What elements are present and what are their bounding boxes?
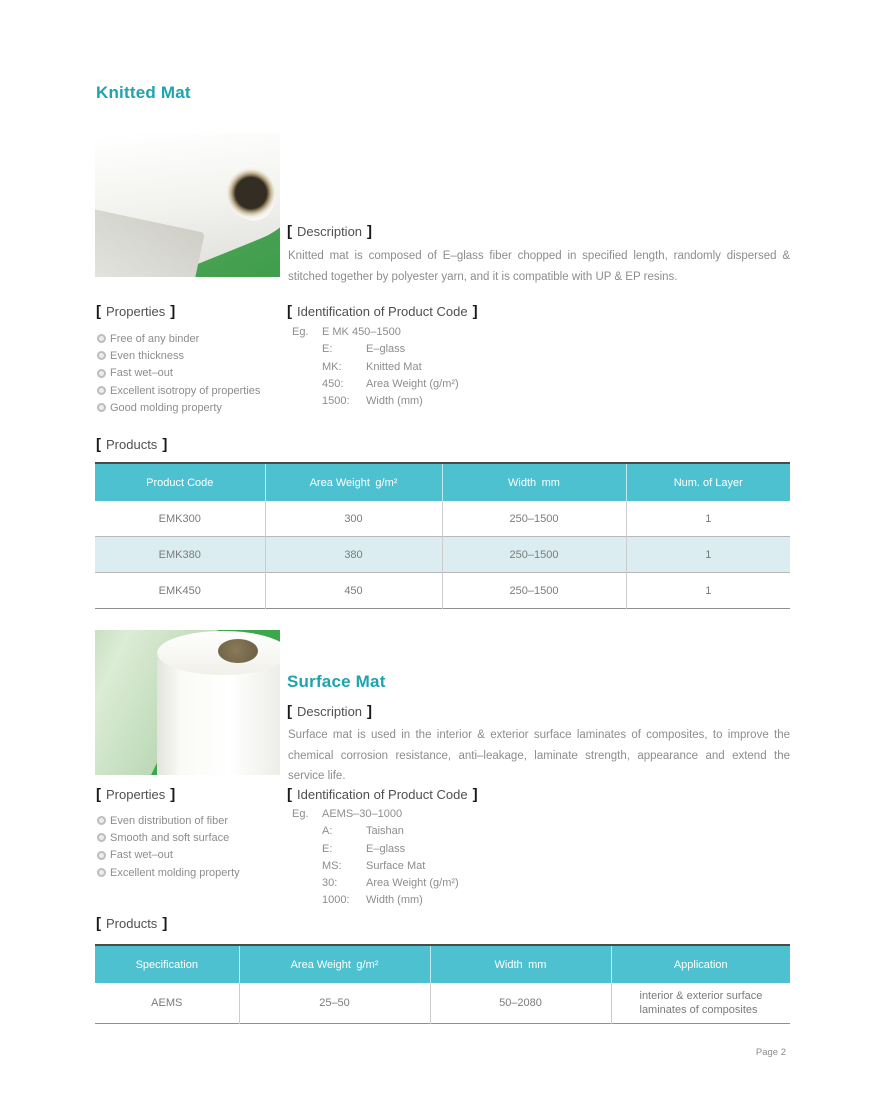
- table-header-cell: Width mm: [442, 463, 626, 501]
- code-value: Surface Mat: [366, 859, 426, 872]
- table-cell: 250–1500: [442, 573, 626, 609]
- table-cell: EMK450: [95, 573, 265, 609]
- code-key: 1000:: [322, 894, 350, 907]
- code-value: Knitted Mat: [366, 360, 422, 373]
- code-key: 450:: [322, 377, 344, 390]
- table-cell: 300: [265, 501, 442, 537]
- knitted-properties-heading: [96, 303, 175, 320]
- bullet-icon: [97, 851, 106, 860]
- property-item: [97, 382, 260, 399]
- surface-mat-title: Surface Mat: [287, 672, 386, 691]
- table-row: [95, 501, 790, 537]
- code-example: E MK 450–1500: [322, 326, 401, 338]
- bullet-icon: [97, 369, 106, 378]
- bracket-open: [: [96, 436, 101, 453]
- property-label: Even thickness: [110, 349, 184, 362]
- code-part-row: [292, 823, 459, 840]
- surface-properties-heading: [96, 786, 175, 803]
- code-value: E–glass: [366, 842, 406, 855]
- table-cell: 50–2080: [430, 983, 611, 1024]
- code-key: 1500:: [322, 395, 350, 408]
- bullet-icon: [97, 868, 106, 877]
- knitted-identification-block: [292, 324, 459, 410]
- bracket-open: [: [287, 303, 292, 320]
- property-label: Excellent isotropy of properties: [110, 384, 261, 397]
- table-cell: 1: [626, 573, 790, 609]
- bullet-icon: [97, 334, 106, 343]
- bullet-icon: [97, 403, 106, 412]
- knitted-mat-title: Knitted Mat: [96, 83, 191, 102]
- table-header-row: [95, 945, 790, 983]
- code-key: E:: [322, 842, 333, 855]
- table-header-row: [95, 463, 790, 501]
- property-item: [97, 347, 260, 364]
- heading-label: Properties: [106, 304, 166, 319]
- table-cell: 380: [265, 537, 442, 573]
- bracket-open: [: [96, 786, 101, 803]
- heading-label: Identification of Product Code: [297, 304, 468, 319]
- table-row: [95, 983, 790, 1024]
- eg-label: Eg.: [292, 808, 309, 820]
- roll-core-circle: [218, 639, 258, 663]
- table-cell: 25–50: [239, 983, 430, 1024]
- knitted-description-text: Knitted mat is composed of E–glass fiber chopped in specified length, randomly dispersed & stitched together by polyester yarn, and it is compatible with UP & EP resins.: [288, 250, 790, 283]
- code-value: E–glass: [366, 343, 406, 356]
- bracket-close: ]: [367, 703, 373, 720]
- table-header-cell: Specification: [95, 945, 239, 983]
- table-row: [95, 573, 790, 609]
- knitted-identification-heading: [287, 303, 478, 320]
- code-part-row: [292, 376, 459, 393]
- surface-products-table: [95, 944, 790, 1024]
- bracket-close: ]: [170, 303, 176, 320]
- bullet-icon: [97, 351, 106, 360]
- property-item: [97, 812, 240, 829]
- table-header-cell: Num. of Layer: [626, 463, 790, 501]
- table-header-cell: Area Weight g/m²: [239, 945, 430, 983]
- knitted-description-heading: [287, 223, 372, 240]
- table-cell: 1: [626, 537, 790, 573]
- heading-label: Products: [106, 916, 158, 931]
- code-value: Taishan: [366, 825, 404, 838]
- code-part-row: [292, 892, 459, 909]
- surface-description-heading: [287, 703, 372, 720]
- table-cell: 250–1500: [442, 537, 626, 573]
- bracket-open: [: [96, 915, 101, 932]
- bullet-icon: [97, 833, 106, 842]
- property-label: Fast wet–out: [110, 367, 173, 380]
- surface-products-heading: [96, 915, 167, 932]
- code-part-row: [292, 858, 459, 875]
- property-label: Good molding property: [110, 401, 222, 414]
- code-part-row: [292, 393, 459, 410]
- code-example: AEMS–30–1000: [322, 808, 403, 820]
- bracket-open: [: [287, 223, 292, 240]
- bracket-close: ]: [170, 786, 176, 803]
- bracket-close: ]: [472, 303, 478, 320]
- surface-description-text: Surface mat is used in the interior & exterior surface laminates of composites, to improve the chemical corrosion resistance, anti–leakage, laminate strength, appearance and extend the service life.: [288, 729, 790, 782]
- bracket-open: [: [287, 703, 292, 720]
- property-item: [97, 864, 240, 881]
- table-header-cell: Application: [611, 945, 790, 983]
- bracket-close: ]: [367, 223, 373, 240]
- knitted-products-heading: [96, 436, 167, 453]
- surface-identification-block: [292, 806, 459, 910]
- bracket-close: ]: [472, 786, 478, 803]
- bullet-icon: [97, 816, 106, 825]
- property-label: Even distribution of fiber: [110, 814, 229, 827]
- code-example-row: [292, 324, 459, 341]
- table-header-cell: Area Weight g/m²: [265, 463, 442, 501]
- property-label: Fast wet–out: [110, 849, 173, 862]
- surface-properties-list: [97, 812, 240, 881]
- code-key: MS:: [322, 859, 342, 872]
- table-header-cell: Width mm: [430, 945, 611, 983]
- bracket-close: ]: [162, 436, 168, 453]
- table-cell: 250–1500: [442, 501, 626, 537]
- table-cell: interior & exterior surface laminates of composites: [639, 990, 763, 1016]
- surface-identification-heading: [287, 786, 478, 803]
- heading-label: Identification of Product Code: [297, 787, 468, 802]
- table-row: [95, 537, 790, 573]
- eg-label: Eg.: [292, 326, 309, 338]
- table-cell: 1: [705, 512, 712, 525]
- code-value: Width (mm): [366, 395, 423, 408]
- table-cell: AEMS: [95, 983, 239, 1024]
- bracket-close: ]: [162, 915, 168, 932]
- code-value: Area Weight (g/m²): [366, 377, 459, 390]
- property-label: Excellent molding property: [110, 866, 240, 879]
- heading-label: Properties: [106, 787, 166, 802]
- table-header-cell: Product Code: [95, 463, 265, 501]
- code-part-row: [292, 341, 459, 358]
- table-cell: EMK380: [95, 537, 265, 573]
- code-key: E:: [322, 343, 333, 356]
- knitted-products-table: [95, 462, 790, 609]
- knitted-mat-photo: [95, 133, 280, 277]
- bracket-open: [: [287, 786, 292, 803]
- surface-mat-photo: [95, 630, 280, 775]
- code-value: Width (mm): [366, 894, 423, 907]
- property-item: [97, 847, 240, 864]
- property-item: [97, 330, 260, 347]
- page-number: Page 2: [755, 1047, 786, 1058]
- code-value: Area Weight (g/m²): [366, 877, 459, 890]
- code-part-row: [292, 875, 459, 892]
- code-example-row: [292, 806, 459, 823]
- bracket-open: [: [96, 303, 101, 320]
- property-label: Free of any binder: [110, 332, 200, 345]
- code-key: MK:: [322, 360, 342, 373]
- property-label: Smooth and soft surface: [110, 831, 230, 844]
- table-cell: 450: [265, 573, 442, 609]
- property-item: [97, 829, 240, 846]
- code-part-row: [292, 359, 459, 376]
- heading-label: Description: [297, 224, 363, 239]
- property-item: [97, 365, 260, 382]
- knitted-properties-list: [97, 330, 260, 416]
- table-cell: EMK300: [95, 501, 265, 537]
- bullet-icon: [97, 386, 106, 395]
- code-key: A:: [322, 825, 333, 838]
- property-item: [97, 399, 260, 416]
- code-key: 30:: [322, 877, 338, 890]
- heading-label: Description: [297, 704, 363, 719]
- heading-label: Products: [106, 437, 158, 452]
- code-part-row: [292, 841, 459, 858]
